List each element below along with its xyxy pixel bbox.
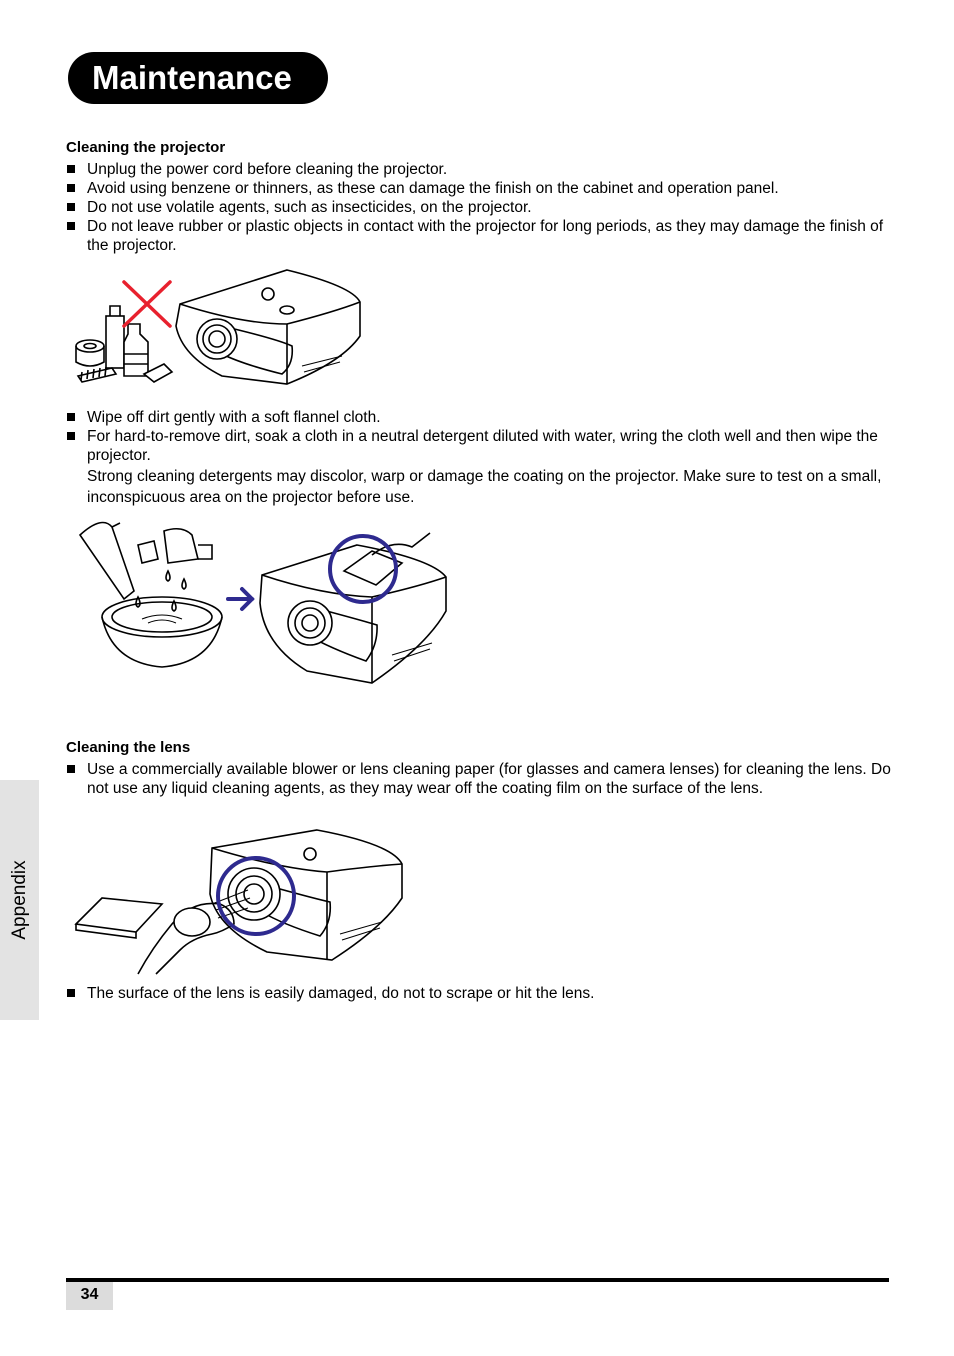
projector-wipe-bullet-list: [66, 408, 896, 508]
wipe-cleaning-illustration: [72, 515, 457, 687]
list-item: Unplug the power cord before cleaning the projector.: [66, 160, 896, 179]
section-heading-projector: Cleaning the projector: [66, 139, 226, 156]
list-item-text: For hard-to-remove dirt, soak a cloth in a neutral detergent diluted with water, wring the cloth well and then wipe the projector.: [87, 428, 878, 464]
projector-bullet-list: [66, 160, 896, 255]
caution-note: Strong cleaning detergents may discolor, warp or damage the coating on the projector. Make sure to test on a small, inconspicuous area on the projector before use.: [87, 468, 882, 506]
section-side-tab: [0, 780, 39, 1020]
section-heading-lens: Cleaning the lens: [66, 739, 191, 756]
footer-divider: [66, 1278, 889, 1282]
prohibited-items-illustration: [72, 264, 367, 392]
lens-bullet-list: [66, 760, 896, 798]
list-item: Avoid using benzene or thinners, as these can damage the finish on the cabinet and operation panel.: [66, 179, 896, 198]
lens-cleaning-illustration: [72, 828, 407, 976]
page-number: 34: [66, 1282, 113, 1310]
list-item: Use a commercially available blower or lens cleaning paper (for glasses and camera lenses) for cleaning the lens. Do not use any liquid cleaning agents, as they may wear off the coating film on the surface of the lens.: [66, 760, 896, 798]
list-item: The surface of the lens is easily damaged, do not to scrape or hit the lens.: [66, 984, 896, 1003]
lens-warning-bullet-list: [66, 984, 896, 1003]
side-tab-label: Appendix: [8, 860, 30, 940]
list-item: Do not use volatile agents, such as insecticides, on the projector.: [66, 198, 896, 217]
list-item: Wipe off dirt gently with a soft flannel cloth.: [66, 408, 896, 427]
list-item: [66, 427, 896, 508]
page-title: Maintenance: [68, 52, 328, 104]
list-item: Do not leave rubber or plastic objects in contact with the projector for long periods, as they may damage the finish of the projector.: [66, 217, 896, 255]
